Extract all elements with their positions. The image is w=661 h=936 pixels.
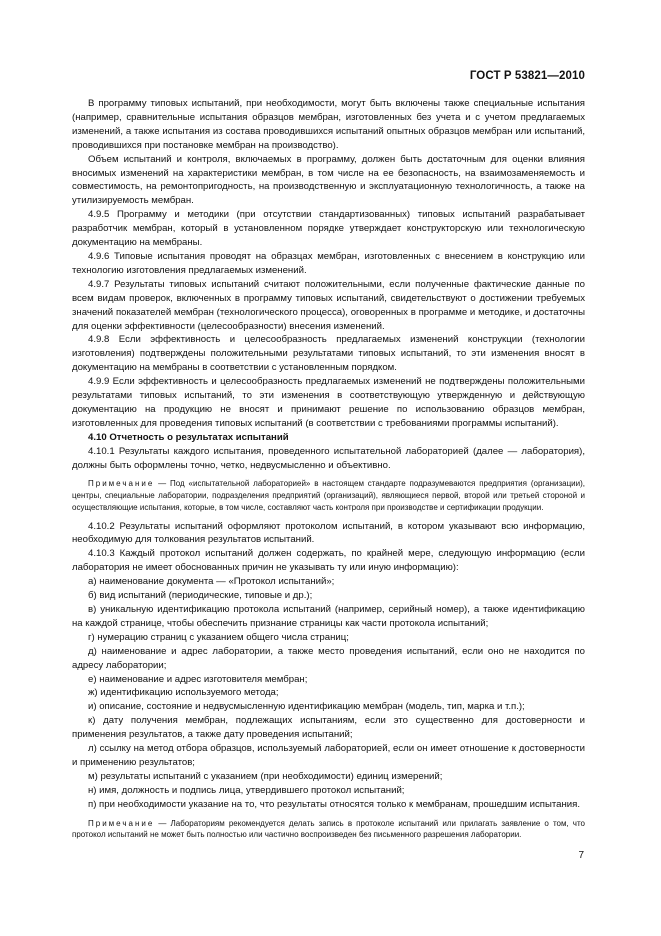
paragraph-4-9-6: 4.9.6 Типовые испытания проводят на образцах мембран, изготовленных с внесением в конструкцию или технологию изготовления предлагаемых изменений.: [72, 250, 585, 276]
paragraph: Объем испытаний и контроля, включаемых в программу, должен быть достаточным для оценки влияния вносимых изменений на характеристики мембран, в том числе на ее безопасность, на взаимозаменяемость и совместимость, на ремонтопригодность, на производственную и эксплуатационную технологичность, а также на утилизируемость мембран.: [72, 153, 585, 207]
paragraph-4-9-5: 4.9.5 Программу и методики (при отсутствии стандартизованных) типовых испытаний разрабатывает разработчик мембран, который в установленном порядке утверждает конструкторскую или технологическую документацию на мембраны.: [72, 209, 585, 249]
section-heading-4-10: 4.10 Отчетность о результатах испытаний: [88, 431, 289, 443]
list-item: и) описание, состояние и недвусмысленную идентификацию мембран (модель, тип, марка и т.п.);: [88, 701, 525, 713]
list-item: ж) идентификацию используемого метода;: [88, 687, 279, 699]
list-item: б) вид испытаний (периодические, типовые и др.);: [88, 590, 313, 602]
list-item: д) наименование и адрес лаборатории, а также место проведения испытаний, если оно не находится по адресу лаборатории;: [72, 645, 585, 671]
paragraph-4-9-7: 4.9.7 Результаты типовых испытаний считают положительными, если полученные фактические данные по всем видам проверок, включенных в программу типовых испытаний, свидетельствуют о достижении требуемых значений показателей мембран (технологического процесса), оговоренных в программе и методике, и достаточны для оценки эффективности (целесообразности) внесения изменений.: [72, 278, 585, 332]
list-item: а) наименование документа — «Протокол испытаний»;: [88, 576, 335, 588]
list-item: п) при необходимости указание на то, что результаты относятся только к мембранам, прошедшим испытания.: [88, 798, 580, 810]
note-text: — Под «испытательной лабораторией» в настоящем стандарте подразумеваются предприятия (организации), центры, специальные лаборатории, подразделения предприятий (организаций), являющиеся первой, второй или третьей стороной и осуществляющие испытания, которые, в том числе, составляют часть контроля при производстве и сертификации продукции.: [72, 479, 585, 512]
note-testing-laboratory: [72, 478, 585, 513]
paragraph-4-9-8: 4.9.8 Если эффективность и целесообразность предлагаемых изменений конструкции (технологии изготовления) подтверждены положительными результатами типовых испытаний, то эти изменения вносят в документацию на мембраны в соответствии с установленным порядком.: [72, 334, 585, 374]
list-item: е) наименование и адрес изготовителя мембран;: [88, 673, 308, 685]
note-text: — Лабораториям рекомендуется делать запись в протоколе испытаний или прилагать заявление о том, что протокол испытаний не может быть полностью или частично воспроизведен без письменного разрешения лаборатории.: [72, 818, 586, 840]
list-item: к) дату получения мембран, подлежащих испытаниям, если это существенно для достоверности и применения результатов, а также дату проведения испытаний;: [72, 715, 585, 741]
note-label: Примечание: [88, 818, 155, 828]
paragraph: В программу типовых испытаний, при необходимости, могут быть включены также специальные испытания (например, сравнительные испытания образцов мембран, изготовленных без учета и с учетом предлагаемых изменений, а также испытания из состава проводившихся испытаний опытных образцов мембран или испытаний, проводившихся при постановке мембран на производство).: [72, 98, 585, 151]
list-item: м) результаты испытаний с указанием (при необходимости) единиц измерений;: [88, 770, 443, 782]
paragraph-4-10-1: 4.10.1 Результаты каждого испытания, проведенного испытательной лабораторией (далее — лаборатория), должны быть оформлены точно, четко, недвусмысленно и объективно.: [72, 445, 585, 471]
list-item: н) имя, должность и подпись лица, утвердившего протокол испытаний;: [88, 784, 405, 796]
page-body: [72, 97, 585, 847]
list-item: в) уникальную идентификацию протокола испытаний (например, серийный номер), а также идентификацию на каждой странице, чтобы обеспечить признание страницы как части протокола испытаний;: [72, 604, 585, 629]
paragraph-4-9-9: 4.9.9 Если эффективность и целесообразность предлагаемых изменений не подтверждены положительными результатами типовых испытаний, то эти изменения в соответствующую утвержденную и действующую документацию на продукцию не вносят и принимают решение по использованию образцов мембран, изготовленных для проведения типовых испытаний (в соответствии с требованиями программы испытаний).: [72, 376, 585, 429]
page-number: 7: [578, 850, 584, 861]
list-item: г) нумерацию страниц с указанием общего числа страниц;: [88, 631, 349, 643]
note-label: Примечание: [88, 479, 155, 489]
standard-designation: ГОСТ Р 53821—2010: [469, 70, 585, 82]
list-item: л) ссылку на метод отбора образцов, используемый лабораторией, если он имеет отношение к достоверности и применению результатов;: [72, 743, 585, 768]
paragraph-4-10-3: 4.10.3 Каждый протокол испытаний должен содержать, по крайней мере, следующую информацию (если лаборатория не имеет обоснованных причин не указывать ту или иную информацию):: [72, 548, 585, 574]
note-protocol-reproduction: [72, 818, 585, 841]
paragraph-4-10-2: 4.10.2 Результаты испытаний оформляют протоколом испытаний, в котором указывают всю информацию, необходимую для толкования результатов испытаний.: [72, 520, 585, 546]
